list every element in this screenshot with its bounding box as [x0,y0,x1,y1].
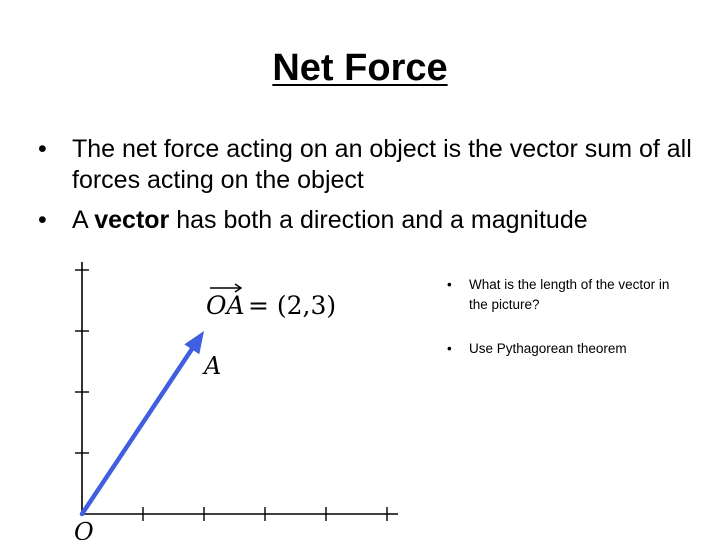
side-bullet-list [443,275,683,383]
vector-diagram [60,258,400,540]
bullet-text-after: has both a direction and a magnitude [169,206,588,234]
point-a-label: A [204,352,222,380]
side-bullet-text: Use Pythagorean theorem [469,341,627,356]
origin-label: O [74,518,94,540]
slide-title [0,44,720,92]
vector-equation [206,284,336,320]
side-bullet-text: What is the length of the vector in the picture? [469,277,670,312]
bullet-text-before: A [72,206,95,234]
vector-components: = (2,3) [248,291,337,320]
bullet-text: The net force acting on an object is the vector sum of all forces acting on the object [72,135,692,194]
side-bullet-question [443,275,683,315]
vector-arrowhead [184,331,204,354]
bullet-vector-definition [36,205,696,236]
bullet-net-force-definition [36,134,696,196]
slide-title-text: Net Force [272,47,448,89]
side-bullet-hint [443,339,683,359]
vector-arrow-group [82,331,204,514]
bullet-marker: • [38,135,47,163]
vector-name: OA [206,291,245,320]
bullet-marker: • [447,341,452,356]
main-bullet-list [36,134,696,245]
bullet-marker: • [447,277,452,292]
vector-shaft [82,349,192,514]
bullet-marker: • [38,206,47,234]
bullet-bold-term: vector [94,206,170,234]
